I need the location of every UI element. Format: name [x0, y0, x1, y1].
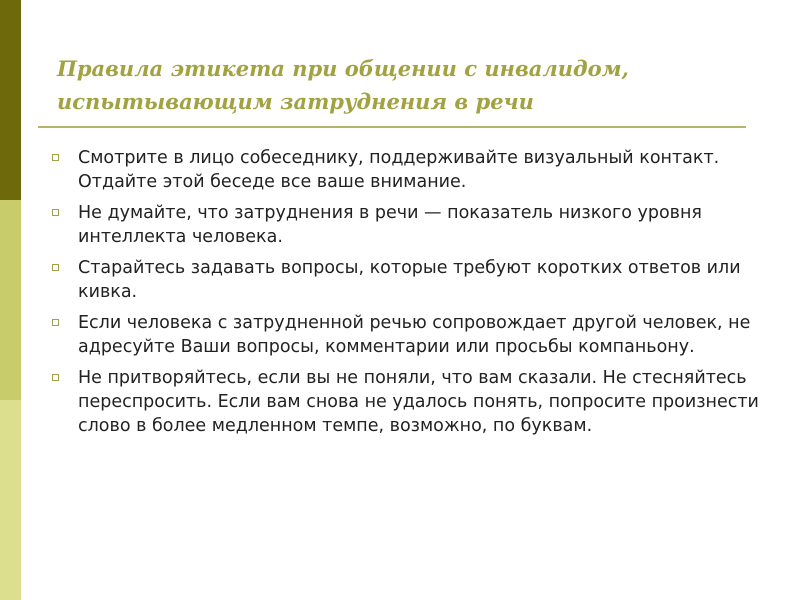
title-divider: [38, 126, 746, 128]
strip-segment-mid: [0, 200, 21, 400]
bullet-text: Не думайте, что затруднения в речи — показатель низкого уровня интеллекта человека.: [78, 203, 702, 247]
strip-segment-dark: [0, 0, 21, 200]
bullet-text: Не притворяйтесь, если вы не поняли, что вам сказали. Не стесняйтесь переспросить. Если вам снова не удалось понять, попросите произнести слово в более медленном темпе, возможно, по буквам.: [78, 368, 759, 436]
bullet-item: [50, 201, 760, 249]
bullet-list: [50, 146, 760, 445]
square-bullet-icon: [52, 154, 59, 161]
square-bullet-icon: [52, 209, 59, 216]
strip-segment-light: [0, 400, 21, 600]
side-color-strip: [0, 0, 21, 600]
bullet-item: [50, 311, 760, 359]
bullet-text: Смотрите в лицо собеседнику, поддерживайте визуальный контакт. Отдайте этой беседе все ваше внимание.: [78, 148, 720, 192]
square-bullet-icon: [52, 264, 59, 271]
slide-title: Правила этикета при общении с инвалидом, испытывающим затруднения в речи: [57, 56, 629, 114]
bullet-text: Если человека с затрудненной речью сопровождает другой человек, не адресуйте Ваши вопросы, комментарии или просьбы компаньону.: [78, 313, 751, 357]
square-bullet-icon: [52, 374, 59, 381]
square-bullet-icon: [52, 319, 59, 326]
bullet-item: [50, 366, 760, 438]
bullet-item: [50, 256, 760, 304]
bullet-text: Старайтесь задавать вопросы, которые требуют коротких ответов или кивка.: [78, 258, 741, 302]
bullet-item: [50, 146, 760, 194]
